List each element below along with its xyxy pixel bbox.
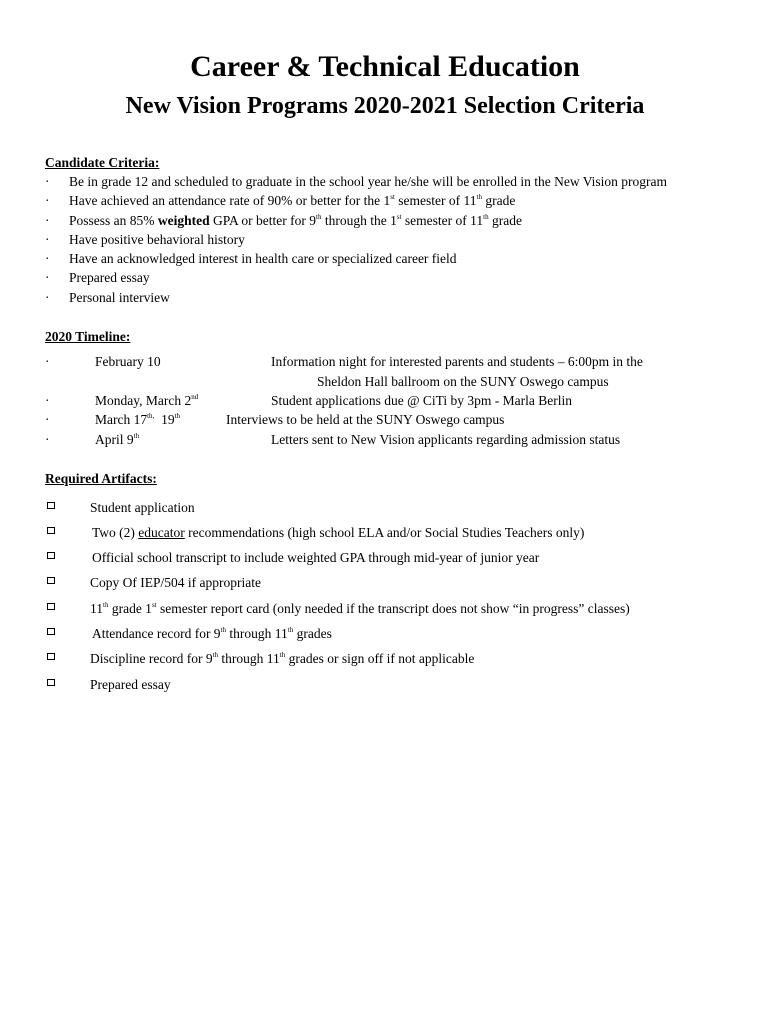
text-part: April 9: [95, 432, 134, 447]
timeline-date: [95, 430, 139, 449]
timeline-event: Interviews to be held at the SUNY Oswego campus: [226, 412, 505, 427]
text-part: Attendance record for 9: [92, 626, 221, 641]
underlined-text: educator: [138, 525, 185, 540]
criterion-grade12: Be in grade 12 and scheduled to graduate in the school year he/she will be enrolled in the New Vision program: [69, 174, 668, 189]
artifact-label: [92, 524, 584, 542]
superscript: th: [212, 651, 219, 659]
superscript: st: [390, 193, 395, 202]
bullet: ·: [45, 289, 50, 305]
timeline-event: Letters sent to New Vision applicants regarding admission status: [271, 432, 621, 447]
text-part: semester of 11: [401, 212, 484, 228]
criterion-interest: Have an acknowledged interest in health care or specialized career field: [69, 251, 457, 267]
bullet: ·: [45, 412, 50, 427]
artifact-label: Copy Of IEP/504 if appropriate: [90, 575, 261, 590]
superscript: th: [483, 212, 489, 221]
text-part: Two (2): [92, 525, 139, 540]
bullet: ·: [45, 231, 50, 247]
artifact-label: Official school transcript to include weighted GPA through mid-year of junior year: [92, 550, 540, 565]
superscript: th: [279, 651, 286, 659]
text-part: Discipline record for 9: [90, 651, 213, 666]
superscript: th: [287, 626, 294, 634]
timeline-date: [95, 391, 198, 410]
checkbox-icon[interactable]: [47, 577, 55, 584]
criterion-gpa: [69, 211, 522, 230]
page-subtitle: New Vision Programs 2020-2021 Selection Criteria: [125, 93, 645, 119]
text-part: through 11: [226, 626, 288, 641]
text-part: 11: [90, 601, 103, 616]
text-part: through 11: [218, 651, 280, 666]
text-part: semester report card (only needed if the transcript does not show “in progress” classes): [156, 601, 630, 616]
bullet: ·: [45, 174, 50, 189]
timeline-date: [95, 410, 180, 429]
superscript: th,: [147, 412, 155, 420]
text-part: grade 1: [108, 601, 152, 616]
candidate-criteria-heading: Candidate Criteria:: [45, 155, 160, 170]
timeline-event: Information night for interested parents and students – 6:00pm in the: [271, 354, 643, 369]
text-part: recommendations (high school ELA and/or Social Studies Teachers only): [184, 525, 585, 540]
artifact-label: [90, 650, 474, 668]
timeline-event-continued: Sheldon Hall ballroom on the SUNY Oswego campus: [317, 374, 609, 389]
text-part: Possess an 85%: [69, 212, 158, 228]
superscript: nd: [191, 393, 199, 401]
checkbox-icon[interactable]: [47, 628, 55, 635]
superscript: st: [396, 212, 402, 221]
timeline-event: Student applications due @ CiTi by 3pm - Marla Berlin: [271, 393, 573, 408]
page-title: Career & Technical Education: [190, 50, 580, 83]
criterion-interview: Personal interview: [69, 289, 170, 305]
bullet: ·: [45, 270, 50, 286]
superscript: th: [476, 193, 482, 202]
checkbox-icon[interactable]: [47, 527, 55, 534]
checkbox-icon[interactable]: [47, 552, 55, 559]
bullet: ·: [45, 354, 50, 369]
text-part: Monday, March 2: [95, 393, 192, 408]
superscript: st: [151, 601, 157, 609]
bullet: ·: [45, 251, 50, 267]
bullet: ·: [45, 432, 50, 447]
timeline-date: February 10: [95, 354, 161, 369]
text-part: through the 1: [321, 212, 397, 228]
text-part: March 17: [95, 412, 148, 427]
checkbox-icon[interactable]: [47, 603, 55, 610]
artifact-label: [90, 600, 630, 618]
text-part: grade: [481, 193, 516, 209]
text-part: Have achieved an attendance rate of 90% or better for the 1: [69, 193, 391, 209]
text-part: semester of 11: [394, 193, 477, 209]
bullet: ·: [45, 193, 50, 209]
bold-text: weighted: [157, 212, 210, 228]
artifacts-heading: Required Artifacts:: [45, 471, 157, 486]
artifact-label: Prepared essay: [90, 677, 171, 692]
bullet: ·: [45, 393, 50, 408]
criterion-attendance: [69, 191, 515, 210]
checkbox-icon[interactable]: [47, 502, 55, 509]
timeline-heading: 2020 Timeline:: [45, 329, 131, 344]
checkbox-icon[interactable]: [47, 679, 55, 686]
text-part: 19: [154, 412, 175, 427]
criterion-behavior: Have positive behavioral history: [69, 231, 245, 247]
text-part: GPA or better for 9: [209, 212, 317, 228]
superscript: th: [103, 601, 109, 609]
text-part: grades: [293, 626, 332, 641]
superscript: th: [316, 212, 322, 221]
superscript: th: [174, 412, 181, 420]
checkbox-icon[interactable]: [47, 653, 55, 660]
criterion-essay: Prepared essay: [69, 270, 150, 286]
superscript: th: [133, 432, 140, 440]
superscript: th: [220, 626, 227, 634]
text-part: grades or sign off if not applicable: [285, 651, 475, 666]
bullet: ·: [45, 212, 50, 228]
artifact-label: Student application: [90, 500, 195, 515]
artifact-label: [92, 625, 332, 643]
text-part: grade: [488, 212, 522, 228]
